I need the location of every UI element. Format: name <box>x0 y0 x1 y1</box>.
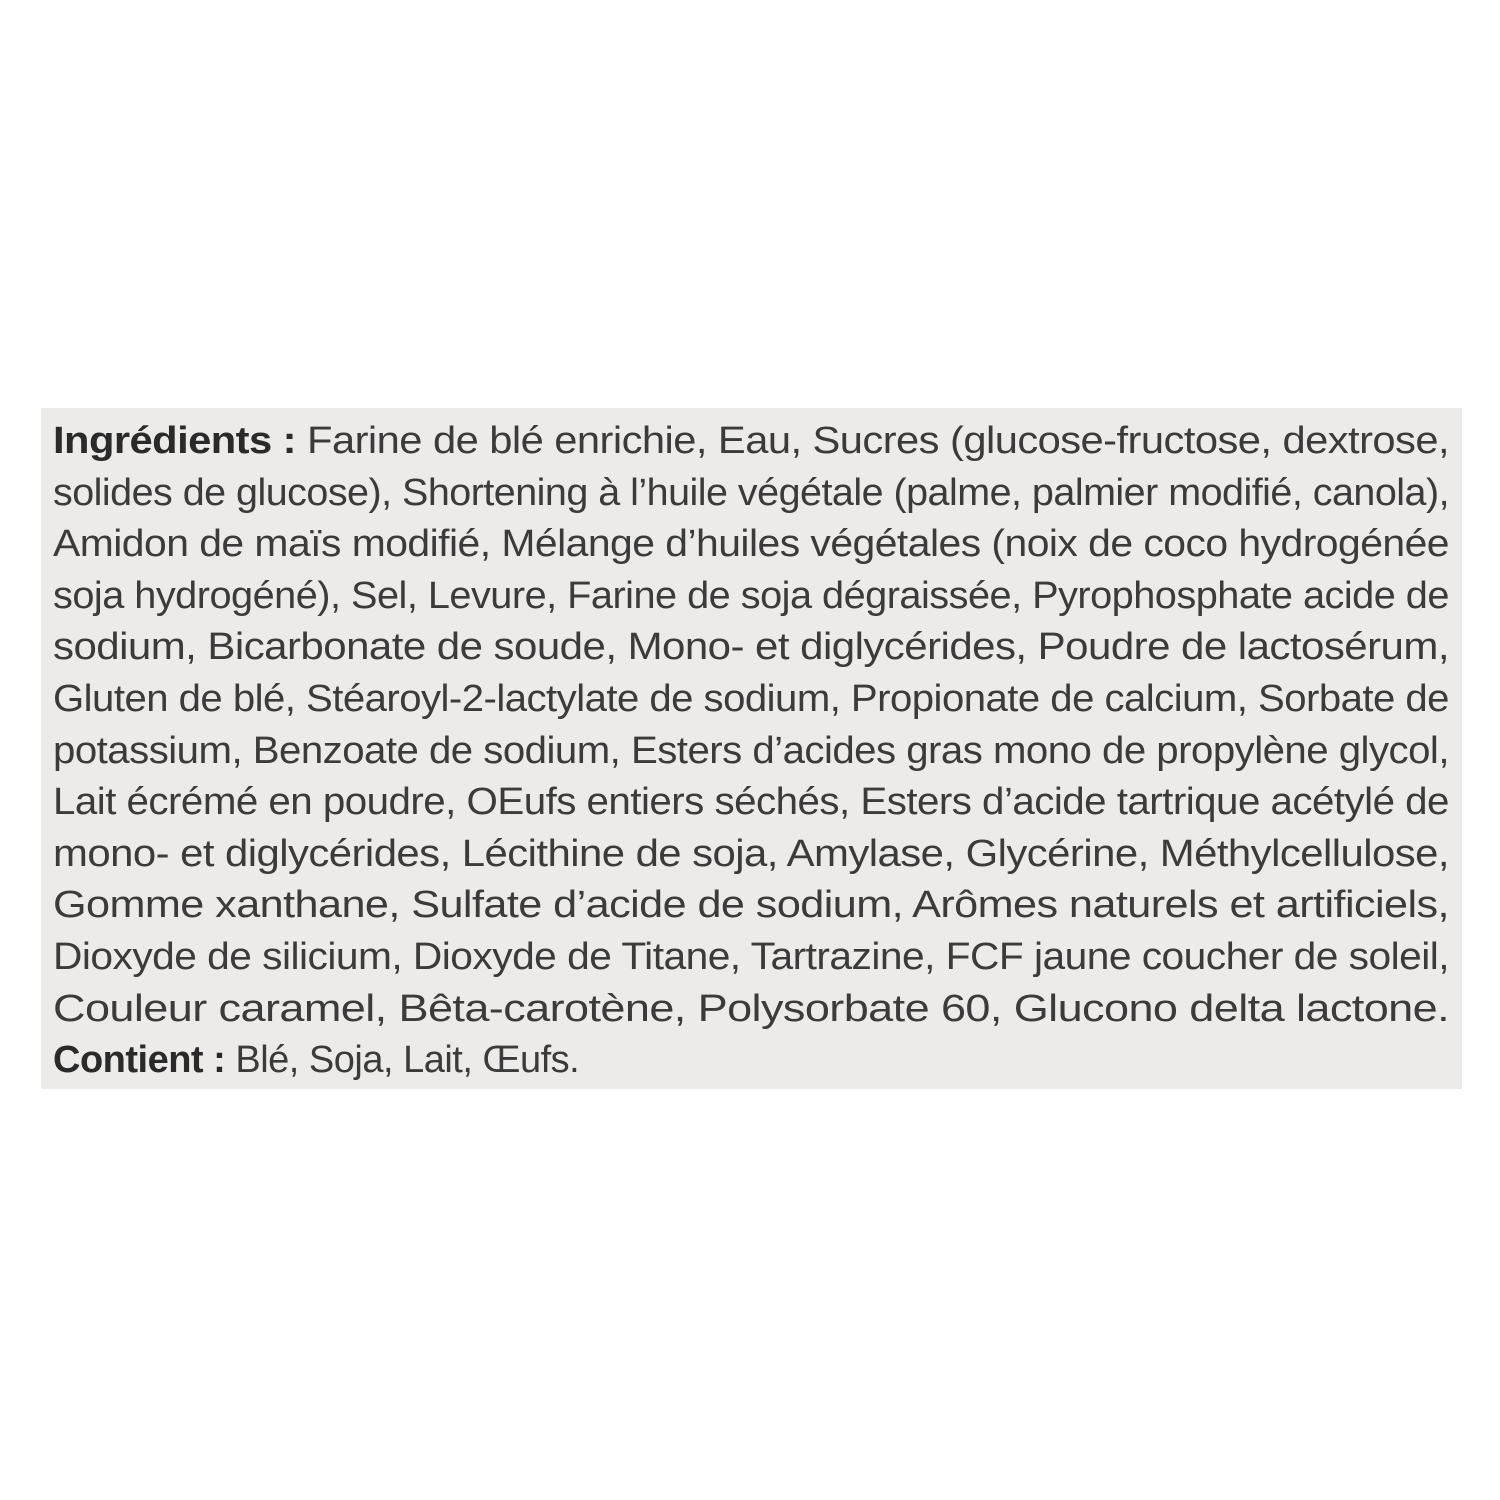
ingredients-line: mono- et diglycérides, Lécithine de soja, Amylase, Glycérine, Méthylcellulose, <box>53 832 1449 875</box>
ingredients-line: soja hydrogéné), Sel, Levure, Farine de soja dégraissée, Pyrophosphate acide de <box>53 574 1449 617</box>
contains-line <box>53 1035 1453 1087</box>
ingredients-text-block <box>53 416 1453 1087</box>
ingredients-label <box>41 408 1462 1089</box>
ingredients-line <box>53 416 1500 468</box>
ingredients-line: Amidon de maïs modifié, Mélange d’huiles végétales (noix de coco hydrogénée <box>53 523 1449 566</box>
ingredients-heading: Ingrédients : <box>53 420 297 462</box>
ingredients-line: Couleur caramel, Bêta-carotène, Polysorbate 60, Glucono delta lactone. <box>53 987 1450 1030</box>
ingredients-line: sodium, Bicarbonate de soude, Mono- et diglycérides, Poudre de lactosérum, <box>53 626 1449 669</box>
ingredients-line: Lait écrémé en poudre, OEufs entiers séchés, Esters d’acide tartrique acétylé de <box>53 781 1449 824</box>
ingredients-line: potassium, Benzoate de sodium, Esters d’acides gras mono de propylène glycol, <box>53 729 1449 772</box>
contains-heading: Contient : <box>53 1039 226 1082</box>
contains-text: Blé, Soja, Lait, Œufs. <box>225 1039 580 1082</box>
ingredients-line: solides de glucose), Shortening à l’huile végétale (palme, palmier modifié, canola), <box>53 471 1450 514</box>
ingredients-line-text: Farine de blé enrichie, Eau, Sucres (glucose-fructose, dextrose, <box>296 420 1450 462</box>
ingredients-line: Dioxyde de silicium, Dioxyde de Titane, Tartrazine, FCF jaune coucher de soleil, <box>53 935 1450 978</box>
ingredients-line: Gomme xanthane, Sulfate d’acide de sodium, Arômes naturels et artificiels, <box>53 884 1449 927</box>
ingredients-line: Gluten de blé, Stéaroyl-2-lactylate de sodium, Propionate de calcium, Sorbate de <box>53 677 1449 720</box>
